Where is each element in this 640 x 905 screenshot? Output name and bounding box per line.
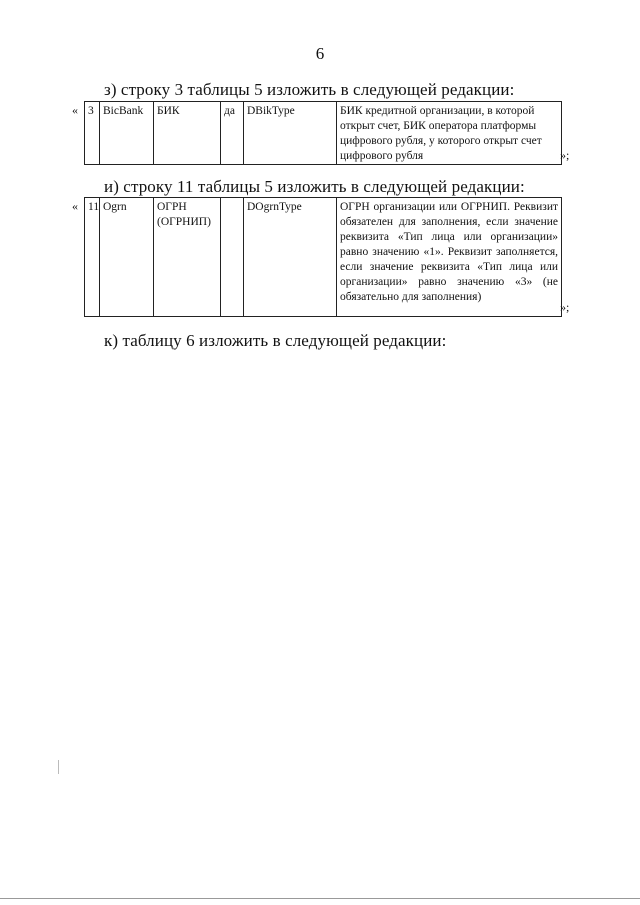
section-z-close-quote: »; [560,148,570,162]
scan-artifact [58,760,59,774]
table-row [85,198,562,317]
cell-type: DBikType [244,102,337,165]
page-number: 6 [315,44,325,63]
section-z-table [84,101,562,165]
section-k-heading: к) таблицу 6 изложить в следующей редакции: [104,331,447,350]
cell-number: 3 [85,102,100,165]
section-i-open-quote: « [72,199,78,213]
page-bottom-edge [0,898,640,899]
cell-number: 11 [85,198,100,317]
cell-required: да [221,102,244,165]
cell-description: БИК кредитной организации, в которой открыт счет, БИК оператора платформы цифрового рубля, у которого открыт счет цифрового рубля [337,102,562,165]
section-i-table [84,197,562,317]
cell-name: БИК [154,102,221,165]
cell-code: BicBank [100,102,154,165]
section-z-open-quote: « [72,103,78,117]
section-z-heading: з) строку 3 таблицы 5 изложить в следующей редакции: [104,80,515,99]
cell-type: DOgrnType [244,198,337,317]
section-i-close-quote: »; [560,300,570,314]
section-i-heading: и) строку 11 таблицы 5 изложить в следующей редакции: [104,177,525,196]
cell-description: ОГРН организации или ОГРНИП. Реквизит обязателен для заполнения, если значение реквизита «Тип лица или организации» равно значению «1». Реквизит заполняется, если значение реквизита «Тип лица или организации» равно значению «3» (не обязательно для заполнения) [337,198,562,317]
cell-code: Ogrn [100,198,154,317]
cell-required [221,198,244,317]
table-row [85,102,562,165]
cell-name: ОГРН (ОГРНИП) [154,198,221,317]
